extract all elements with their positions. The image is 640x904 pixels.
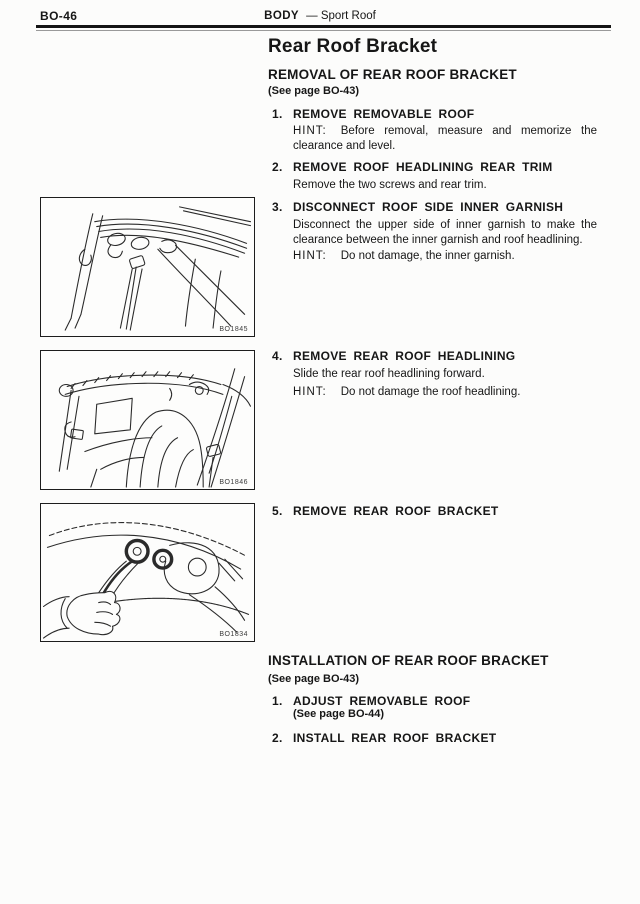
step-number: 4. — [272, 349, 283, 363]
step-title: REMOVE REAR ROOF BRACKET — [293, 504, 499, 518]
removal-step-3 — [272, 200, 563, 214]
removal-step-1 — [272, 107, 474, 121]
removal-step-4-body: Slide the rear roof headlining forward. — [293, 368, 485, 380]
removal-step-5 — [272, 504, 499, 518]
hint-text: Before removal, measure and memorize the clearance and level. — [293, 125, 597, 152]
hint-text: Do not damage the roof headlining. — [340, 386, 521, 398]
step-number: 2. — [272, 160, 283, 174]
figure-rear-roof-headlining — [40, 350, 255, 490]
hint-label: HINT: — [293, 250, 327, 262]
step-title: REMOVE REMOVABLE ROOF — [293, 107, 475, 121]
step-number: 1. — [272, 107, 283, 121]
removal-step-4-hint — [293, 385, 597, 400]
step-title: DISCONNECT ROOF SIDE INNER GARNISH — [293, 200, 564, 214]
installation-heading: INSTALLATION OF REAR ROOF BRACKET — [268, 653, 549, 668]
removal-step-3-body: Disconnect the upper side of inner garnish to make the clearance between the inner garnish and roof headlining. — [293, 219, 597, 246]
step-number: 5. — [272, 504, 283, 518]
step-title: REMOVE REAR ROOF HEADLINING — [293, 349, 516, 363]
figure-code: BO1846 — [219, 479, 248, 486]
header-rule — [36, 25, 611, 28]
hint-text: Do not damage, the inner garnish. — [340, 250, 515, 262]
running-header-subsection: — Sport Roof — [306, 10, 376, 22]
step-title: INSTALL REAR ROOF BRACKET — [293, 731, 497, 745]
removal-step-2 — [272, 160, 553, 174]
page-number: BO-46 — [40, 9, 78, 23]
hint-label: HINT: — [293, 125, 327, 137]
removal-step-2-body: Remove the two screws and rear trim. — [293, 179, 487, 191]
step-number: 1. — [272, 694, 283, 708]
header-rule-thin — [36, 30, 611, 31]
running-header-section: BODY — [264, 10, 299, 22]
headlining-line-drawing — [41, 351, 254, 489]
figure-code: BO1845 — [219, 326, 248, 333]
page-title: Rear Roof Bracket — [268, 36, 438, 57]
installation-step-2 — [272, 731, 496, 745]
step-number: 3. — [272, 200, 283, 214]
step-number: 2. — [272, 731, 283, 745]
step-title: ADJUST REMOVABLE ROOF — [293, 694, 471, 708]
figure-code: BO1834 — [219, 631, 248, 638]
running-header — [0, 10, 640, 22]
removal-step-1-hint — [293, 124, 597, 154]
removal-heading: REMOVAL OF REAR ROOF BRACKET — [268, 67, 517, 82]
installation-see-page: (See page BO-43) — [268, 673, 360, 685]
removal-see-page: (See page BO-43) — [268, 85, 360, 97]
figure-roof-side-inner-garnish — [40, 197, 255, 337]
figure-remove-rear-roof-bracket — [40, 503, 255, 642]
step-title: REMOVE ROOF HEADLINING REAR TRIM — [293, 160, 553, 174]
bracket-wrench-line-drawing — [41, 504, 254, 641]
removal-step-3-hint — [293, 249, 597, 264]
installation-step-1-see-page: (See page BO-44) — [293, 708, 385, 720]
removal-step-4 — [272, 349, 515, 363]
hint-label: HINT: — [293, 386, 327, 398]
garnish-line-drawing — [41, 198, 254, 336]
installation-step-1 — [272, 694, 470, 708]
